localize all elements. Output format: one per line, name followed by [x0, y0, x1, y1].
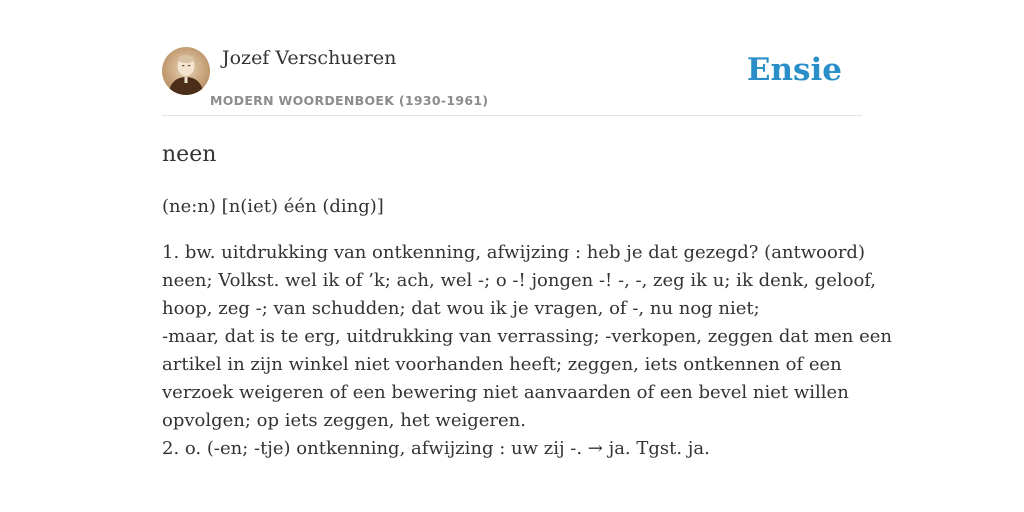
definition-line: opvolgen; op iets zeggen, het weigeren. [162, 410, 526, 431]
definition-line: hoop, zeg -; van schudden; dat wou ik je vragen, of -, nu nog niet; [162, 298, 760, 319]
header-divider [162, 115, 862, 116]
author-portrait-icon [162, 47, 210, 95]
pronunciation: (ne:n) [n(iet) één (ding)] [162, 196, 384, 217]
author-avatar [162, 47, 210, 95]
definition-line: artikel in zijn winkel niet voorhanden heeft; zeggen, iets ontkennen of een [162, 354, 842, 375]
definition-line: neen; Volkst. wel ik of ’k; ach, wel -; o -! jongen -! -, -, zeg ik u; ik denk, geloof, [162, 270, 877, 291]
source-label[interactable]: MODERN WOORDENBOEK (1930-1961) [210, 93, 489, 108]
definition-line: 1. bw. uitdrukking van ontkenning, afwijzing : heb je dat gezegd? (antwoord) [162, 242, 865, 263]
definition-line: -maar, dat is te erg, uitdrukking van verrassing; -verkopen, zeggen dat men een [162, 326, 893, 347]
author-name[interactable]: Jozef Verschueren [222, 47, 397, 69]
definition-body [162, 239, 893, 463]
ensie-logo[interactable]: Ensie [746, 52, 842, 88]
headword: neen [162, 142, 217, 167]
definition-line: 2. o. (-en; -tje) ontkenning, afwijzing : uw zij -. → ja. Tgst. ja. [162, 438, 710, 459]
definition-line: verzoek weigeren of een bewering niet aanvaarden of een bevel niet willen [162, 382, 849, 403]
